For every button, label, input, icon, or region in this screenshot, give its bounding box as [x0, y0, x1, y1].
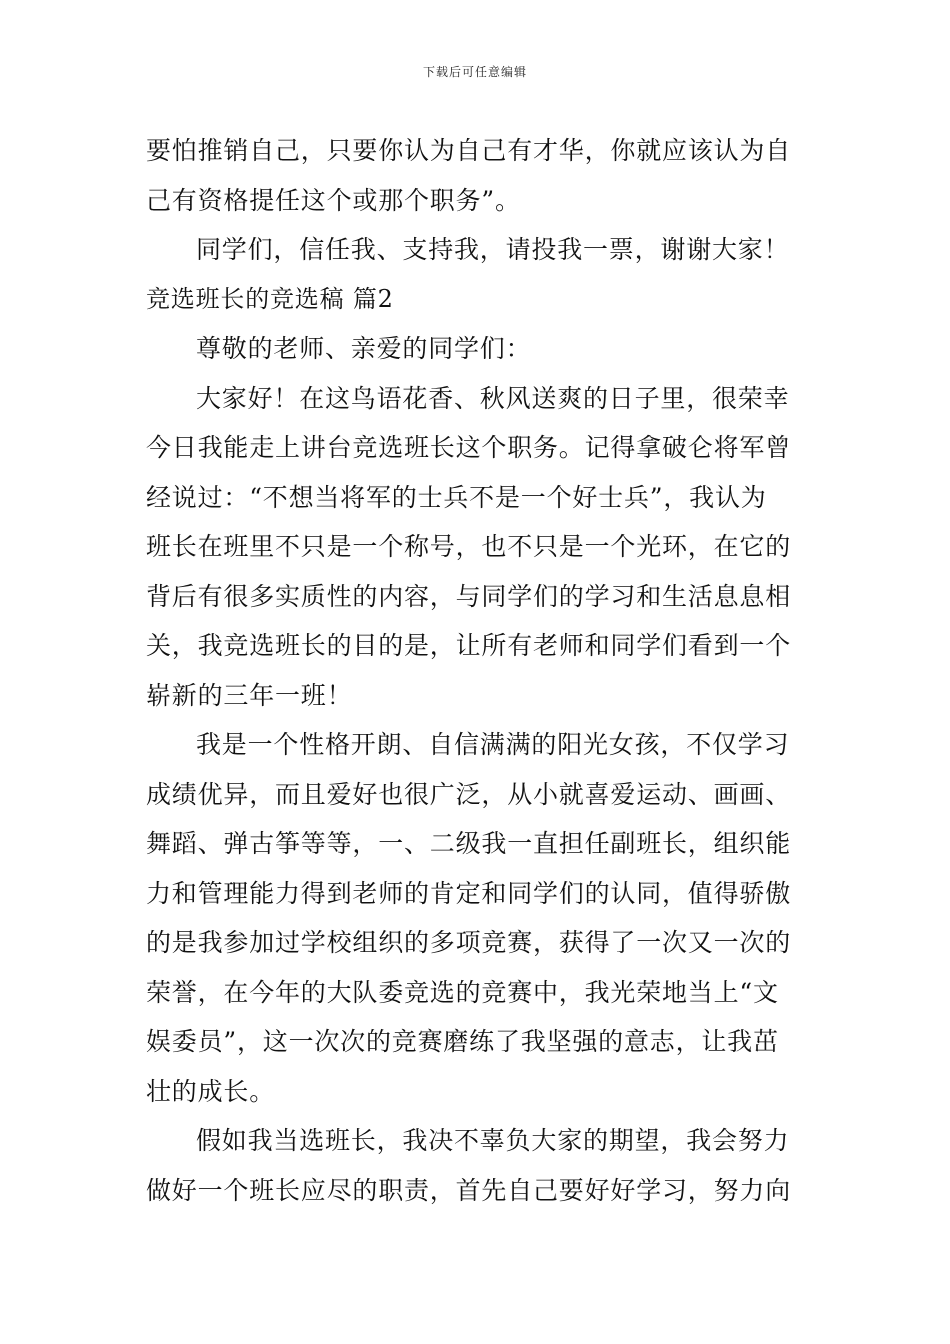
- section-title: 竞选班长的竞选稿 篇2: [146, 284, 394, 313]
- text-line: 要怕推销自己，只要你认为自己有才华，你就应该认为自: [146, 136, 792, 165]
- text-line: 娱委员”，这一次次的竞赛磨练了我坚强的意志，让我茁: [146, 1027, 779, 1056]
- text-line: 荣誉，在今年的大队委竞选的竞赛中，我光荣地当上“文: [146, 977, 779, 1007]
- text-line: 成绩优异，而且爱好也很广泛，从小就喜爱运动、画画、: [146, 779, 792, 809]
- salutation: 尊敬的老师、亲爱的同学们：: [196, 334, 532, 363]
- text-line: 力和管理能力得到老师的肯定和同学们的认同，值得骄傲: [146, 878, 792, 908]
- text-line: 关，我竞选班长的目的是，让所有老师和同学们看到一个: [146, 631, 792, 660]
- text-line: 背后有很多实质性的内容，与同学们的学习和生活息息相: [146, 581, 792, 611]
- text-line: 大家好！在这鸟语花香、秋风送爽的日子里，很荣幸: [196, 383, 790, 413]
- text-line: 我是一个性格开朗、自信满满的阳光女孩，不仅学习: [196, 730, 790, 759]
- text-line: 壮的成长。: [146, 1076, 276, 1106]
- page-header: 下载后可任意编辑: [422, 65, 527, 79]
- text-line: 今日我能走上讲台竞选班长这个职务。记得拿破仑将军曾: [146, 433, 792, 462]
- text-line: 假如我当选班长，我决不辜负大家的期望，我会努力: [196, 1126, 790, 1155]
- text-line: 的是我参加过学校组织的多项竞赛，获得了一次又一次的: [146, 928, 792, 957]
- document-body: [146, 126, 806, 1215]
- text-line: 做好一个班长应尽的职责，首先自己要好好学习，努力向: [146, 1175, 792, 1205]
- text-line: 舞蹈、弹古筝等等，一、二级我一直担任副班长，组织能: [146, 829, 792, 858]
- text-line: 己有资格提任这个或那个职务”。: [146, 185, 521, 215]
- text-line: 同学们，信任我、支持我，请投我一票，谢谢大家！: [196, 235, 790, 264]
- text-line: 崭新的三年一班！: [146, 680, 353, 710]
- text-line: 经说过：“不想当将军的士兵不是一个好士兵”，我认为: [146, 482, 767, 512]
- text-line: 班长在班里不只是一个称号，也不只是一个光环，在它的: [146, 532, 792, 561]
